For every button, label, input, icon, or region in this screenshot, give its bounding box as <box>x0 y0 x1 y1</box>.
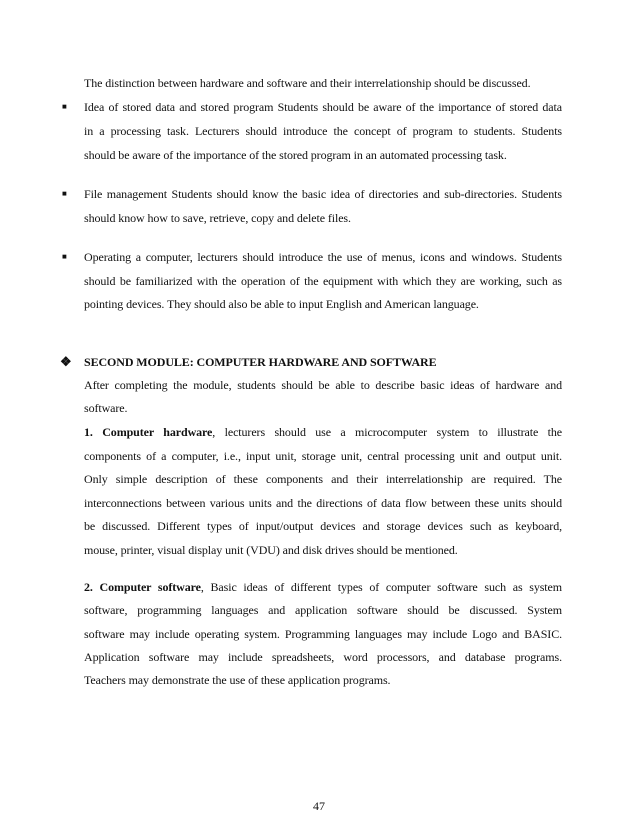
software-line-2: software, programming languages and application software should be discussed. System <box>84 603 562 617</box>
bullet-operating-line-1: Operating a computer, lecturers should introduce the use of menus, icons and windows. Students <box>84 250 562 264</box>
hardware-line-5: be discussed. Different types of input/output devices and storage devices such as keyboard, <box>84 519 562 533</box>
diamond-bullet-icon: ❖ <box>60 354 72 369</box>
software-line-4: Application software may include spreadsheets, word processors, and database programs. <box>84 650 562 664</box>
module-heading: SECOND MODULE: COMPUTER HARDWARE AND SOFTWARE <box>84 355 437 369</box>
bullet-file-line-1: File management Students should know the basic idea of directories and sub-directories. Students <box>84 187 562 201</box>
module-intro-line-2: software. <box>84 401 128 415</box>
software-label: 2. Computer software <box>84 580 201 594</box>
bullet-operating-line-3: pointing devices. They should also be able to input English and American language. <box>84 297 479 311</box>
bullet-stored-line-2: in a processing task. Lecturers should introduce the concept of program to students. Students <box>84 124 562 138</box>
module-intro-line-1: After completing the module, students should be able to describe basic ideas of hardware and <box>84 378 562 392</box>
bullet-square-icon: ■ <box>62 102 67 111</box>
hardware-line-6: mouse, printer, visual display unit (VDU) and disk drives should be mentioned. <box>84 543 458 557</box>
intro-line: The distinction between hardware and software and their interrelationship should be discussed. <box>84 76 531 90</box>
bullet-file-line-2: should know how to save, retrieve, copy and delete files. <box>84 211 351 225</box>
software-line-1-text: , Basic ideas of different types of computer software such as system <box>200 580 562 594</box>
bullet-square-icon: ■ <box>62 252 67 261</box>
hardware-line-1 <box>84 425 562 439</box>
bullet-square-icon: ■ <box>62 189 67 198</box>
hardware-line-1-text: , lecturers should use a microcomputer system to illustrate the <box>212 425 562 439</box>
bullet-stored-line-3: should be aware of the importance of the stored program in an automated processing task. <box>84 148 507 162</box>
hardware-line-3: Only simple description of these components and their interrelationship are required. The <box>84 472 562 486</box>
hardware-label: 1. Computer hardware <box>84 425 213 439</box>
hardware-line-4: interconnections between various units and the directions of data flow between these units should <box>84 496 562 510</box>
software-line-3: software may include operating system. Programming languages may include Logo and BASIC. <box>84 627 562 641</box>
bullet-operating-line-2: should be familiarized with the operation of the equipment with which they are working, such as <box>84 274 562 288</box>
software-line-1 <box>84 580 562 594</box>
page-number: 47 <box>313 799 325 813</box>
software-line-5: Teachers may demonstrate the use of these application programs. <box>84 673 391 687</box>
hardware-line-2: components of a computer, i.e., input unit, storage unit, central processing unit and output unit. <box>84 449 562 463</box>
bullet-stored-line-1: Idea of stored data and stored program Students should be aware of the importance of stored data <box>84 100 562 114</box>
